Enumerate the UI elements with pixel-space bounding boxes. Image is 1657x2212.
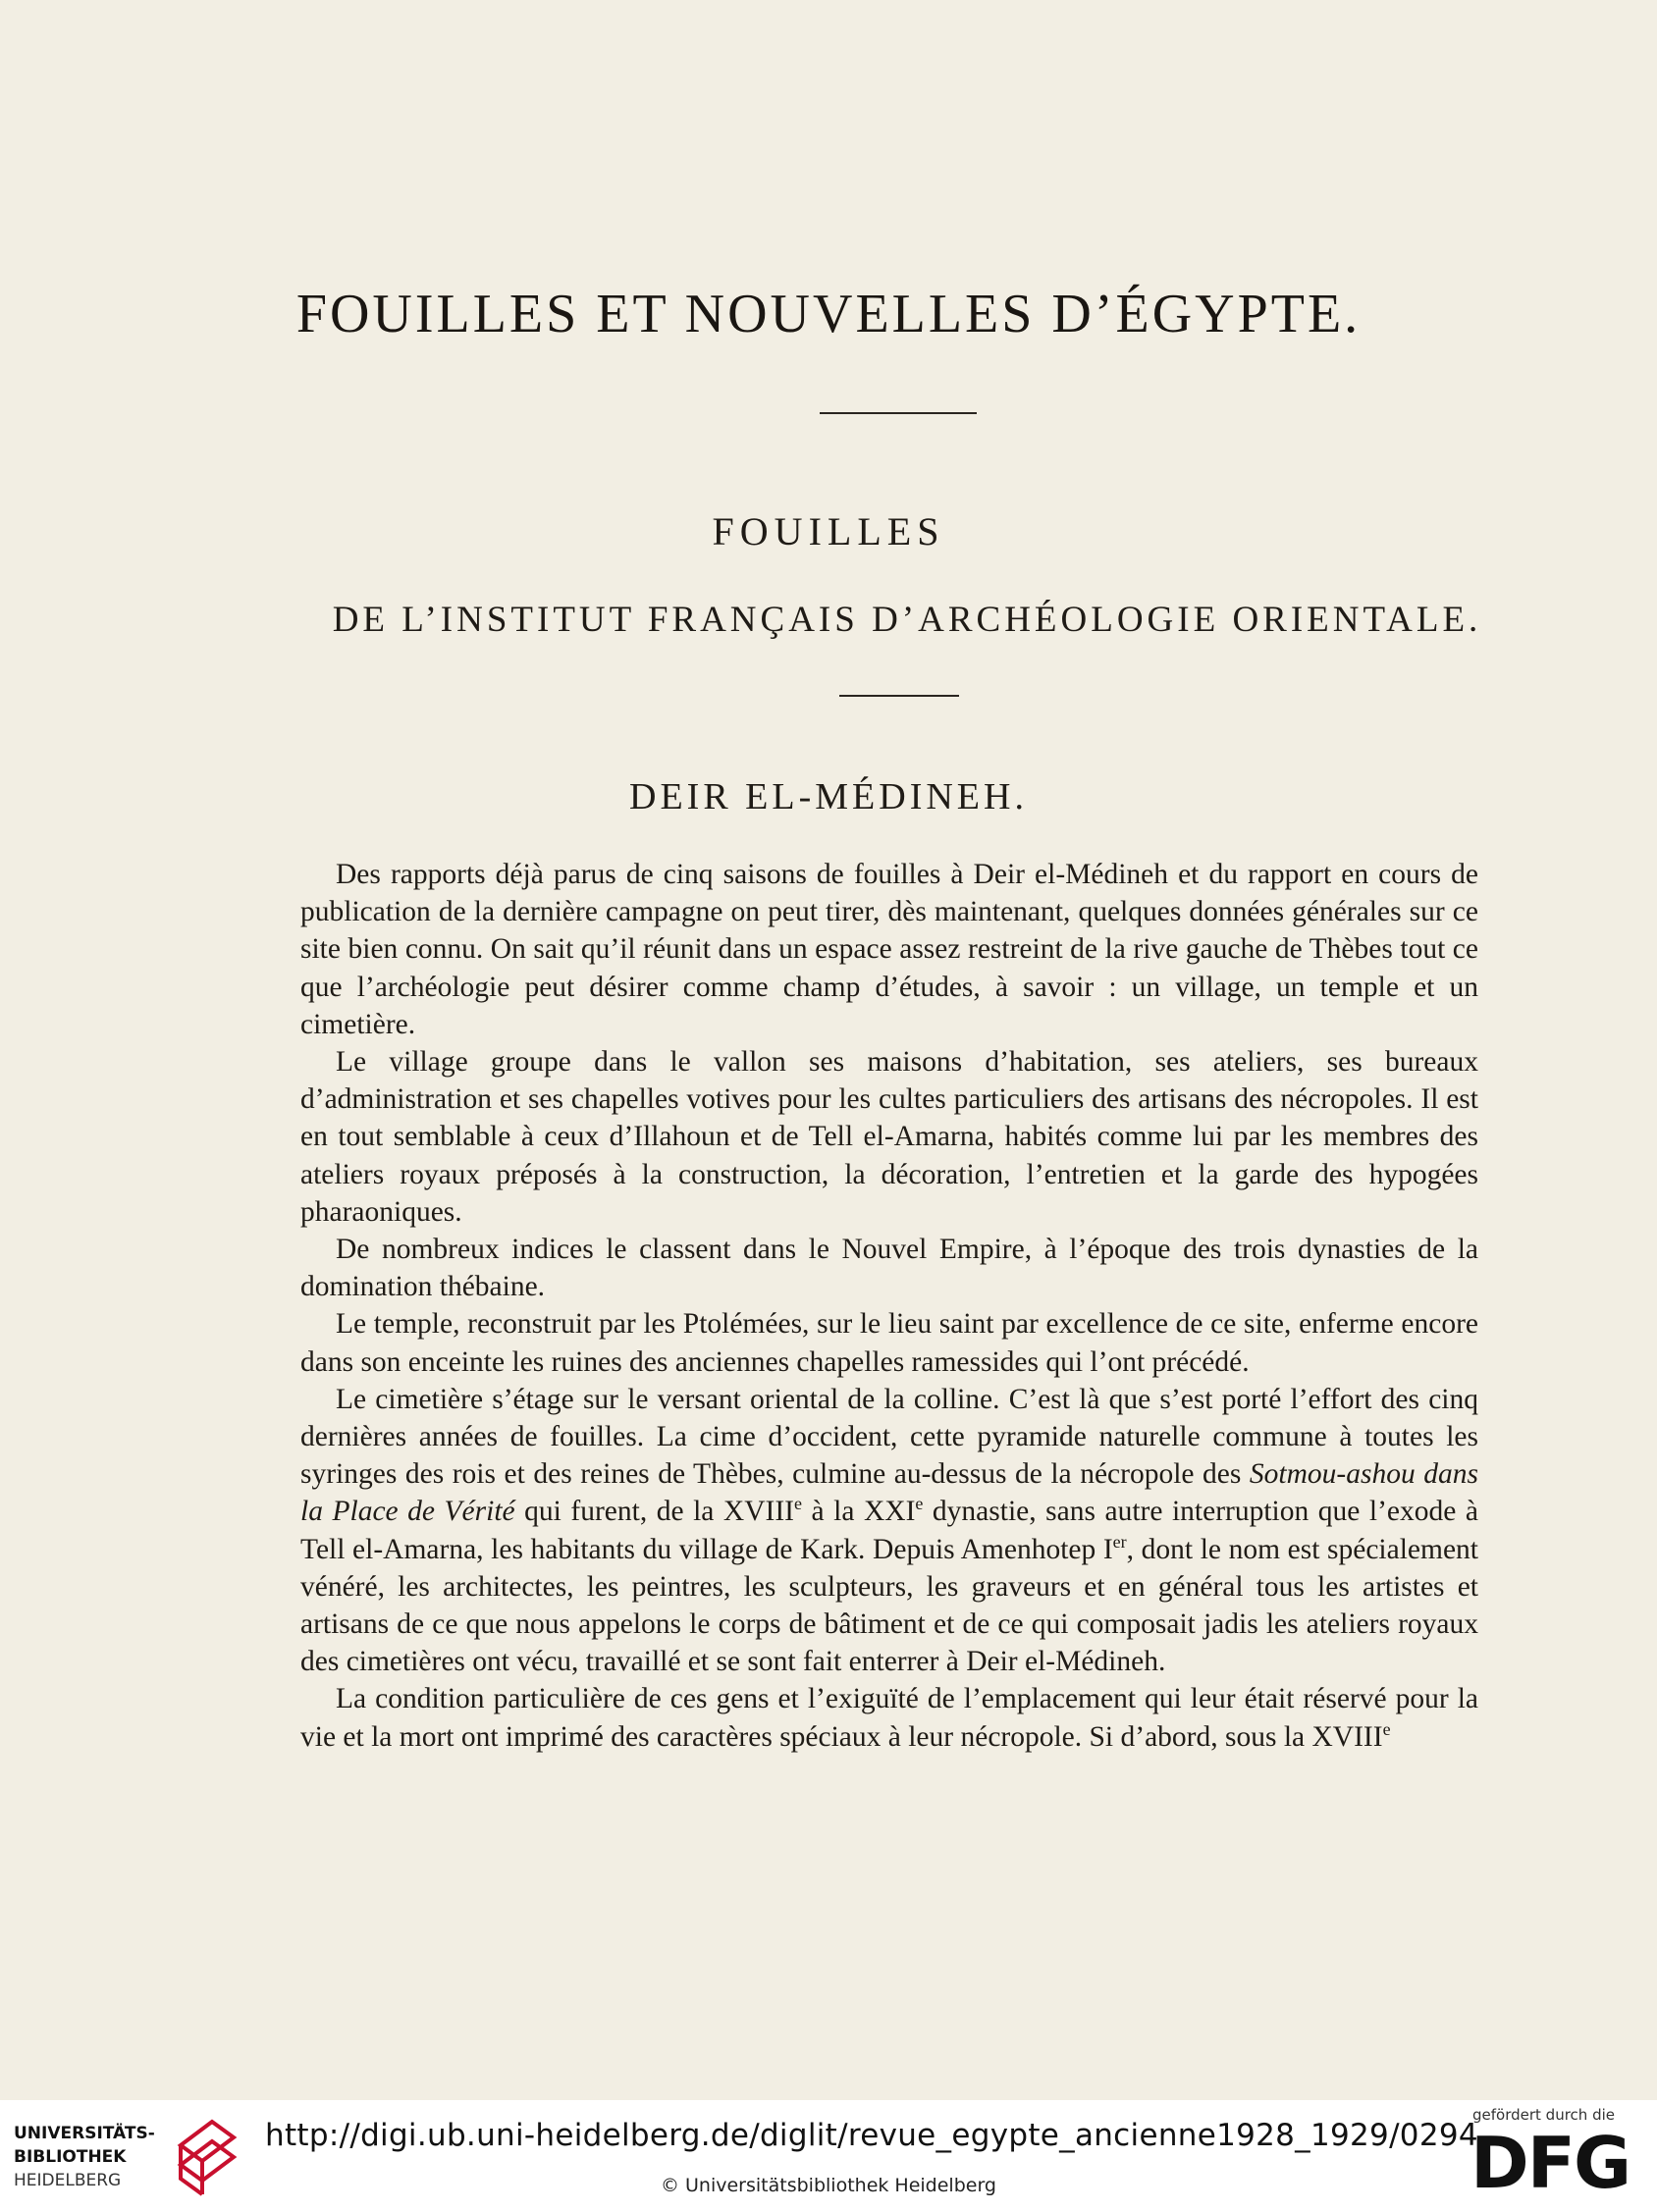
paragraph: Le temple, reconstruit par les Ptolémées, sur le lieu saint par excellence de ce site, enferme encore dans son enceinte les ruines des anciennes chapelles ramessides qui l’ont précédé. bbox=[300, 1308, 1478, 1378]
section-rule bbox=[839, 695, 959, 697]
paragraph: La condition particulière de ces gens et l’exiguïté de l’emplacement qui leur était réservé pour la vie et la mort ont imprimé des caractères spéciaux à leur nécropole. Si d’abord, sous la XVIIIe bbox=[300, 1683, 1478, 1753]
dfg-logo[interactable]: DFG bbox=[1470, 2122, 1630, 2204]
section-title: FOUILLES bbox=[712, 509, 945, 553]
paragraph: De nombreux indices le classent dans le Nouvel Empire, à l’époque des trois dynasties de la domination thébaine. bbox=[300, 1234, 1478, 1303]
permalink-url[interactable]: http://digi.ub.uni-heidelberg.de/diglit/revue_egypte_ancienne1928_1929/0294 bbox=[265, 2118, 1478, 2153]
viewer-footer bbox=[0, 2100, 1657, 2212]
paragraph: Des rapports déjà parus de cinq saisons de fouilles à Deir el-Médineh et du rapport en cours de publication de la dernière campagne on peut tirer, dès maintenant, quelques données générales sur ce site bien connu. On sait qu’il réunit dans un espace assez restreint de la rive gauche de Thèbes tout ce que l’archéologie peut désirer comme champ d’études, à savoir : un village, un temple et un cimetière. bbox=[300, 859, 1478, 1040]
title-rule bbox=[820, 412, 977, 414]
main-title: FOUILLES ET NOUVELLES D’ÉGYPTE. bbox=[295, 284, 1362, 344]
library-logo-text[interactable]: UNIVERSITÄTS- BIBLIOTHEK HEIDELBERG bbox=[14, 2124, 155, 2190]
body-text bbox=[300, 856, 1478, 1756]
chapter-title: DEIR EL-MÉDINEH. bbox=[629, 776, 1028, 817]
copyright-notice: © Universitätsbibliothek Heidelberg bbox=[660, 2175, 996, 2196]
section-subtitle: DE L’INSTITUT FRANÇAIS D’ARCHÉOLOGIE ORIENTALE. bbox=[332, 600, 1482, 640]
paragraph: Le village groupe dans le vallon ses maisons d’habitation, ses ateliers, ses bureaux d’administration et ses chapelles votives pour les cultes particuliers des artisans des nécropoles. Il est en tout semblable à ceux d’Illahoun et de Tell el-Amarna, habités comme lui par les membres des ateliers royaux préposés à la construction, la décoration, l’entretien et la garde des hypogées pharaoniques. bbox=[300, 1046, 1478, 1228]
italic-phrase: Sotmou-ashou dans la Place de Vérité bbox=[300, 1458, 1478, 1528]
paragraph: Le cimetière s’étage sur le versant oriental de la colline. C’est là que s’est porté l’effort des cinq dernières années de fouilles. La cime d’occident, cette pyramide naturelle commune à toutes les syringes des rois et des reines de Thèbes, culmine au-dessus de la nécropole des Sotmou-ashou dans la Place de Vérité qui furent, de la XVIIIe à la XXIe dynastie, sans autre interruption que l’exode à Tell el-Amarna, les habitants du village de Kark. Depuis Amenhotep Ier, dont le nom est spécialement vénéré, les architectes, les peintres, les sculpteurs, les graveurs et en général tous les artistes et artisans de ce que nous appelons le corps de bâtiment et de ce qui composait jadis les ateliers royaux des cimetières ont vécu, travaillé et se sont fait enterrer à Deir el-Médineh. bbox=[300, 1383, 1479, 1678]
funding-note: gefördert durch die bbox=[1472, 2106, 1615, 2124]
